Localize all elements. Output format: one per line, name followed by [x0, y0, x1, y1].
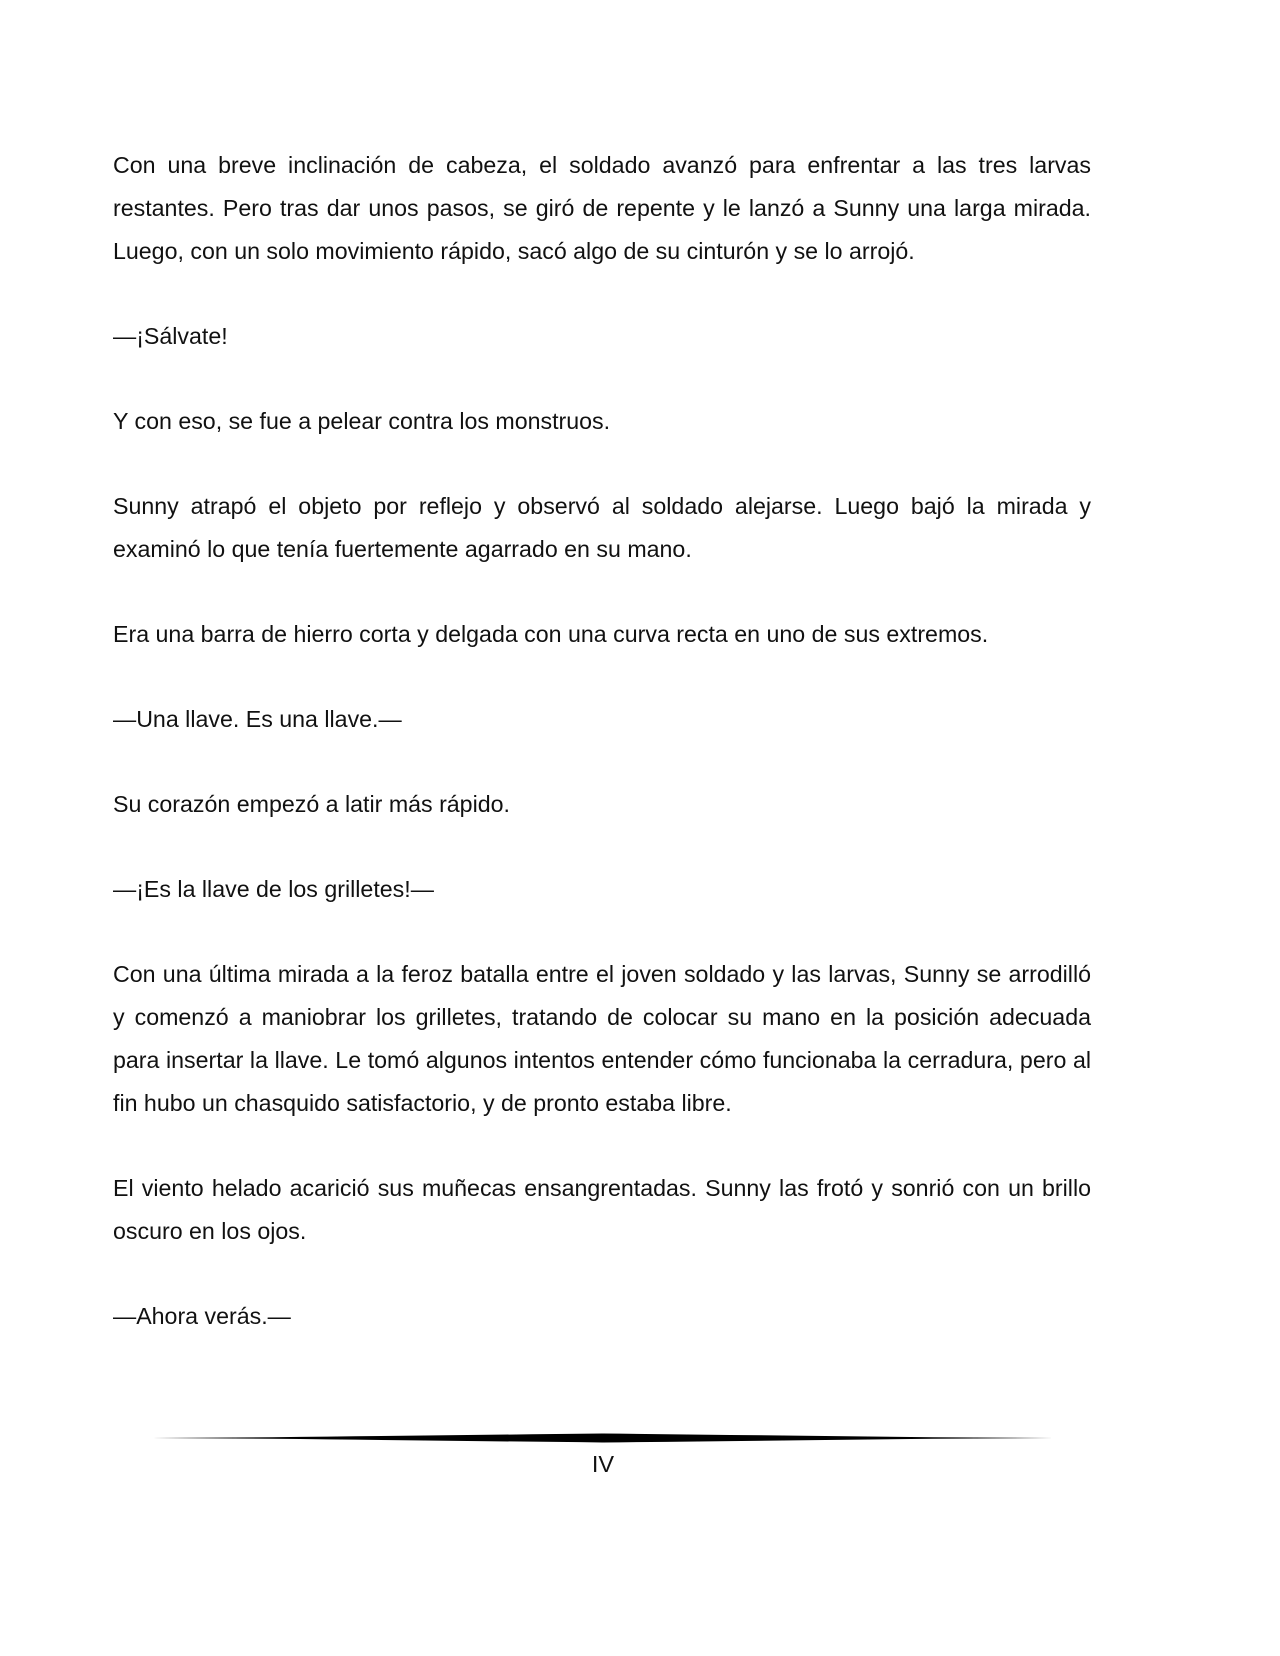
- page-body: [113, 144, 1091, 1380]
- paragraph-4: Sunny atrapó el objeto por reflejo y observó al soldado alejarse. Luego bajó la mirada y examinó lo que tenía fuertemente agarrado en su mano.: [113, 493, 1091, 562]
- paragraph-7: Su corazón empezó a latir más rápido.: [113, 791, 510, 817]
- paragraph-9: Con una última mirada a la feroz batalla entre el joven soldado y las larvas, Sunny se arrodilló y comenzó a maniobrar los grilletes, tratando de colocar su mano en la posición adecuada para insertar la llave. Le tomó algunos intentos entender cómo funcionaba la cerradura, pero al fin hubo un chasquido satisfactorio, y de pronto estaba libre.: [113, 961, 1091, 1116]
- paragraph-11: —Ahora verás.—: [113, 1303, 291, 1329]
- paragraph-6: —Una llave. Es una llave.—: [113, 706, 402, 732]
- paragraph-10: El viento helado acarició sus muñecas ensangrentadas. Sunny las frotó y sonrió con un brillo oscuro en los ojos.: [113, 1175, 1091, 1244]
- paragraph-2: —¡Sálvate!: [113, 323, 228, 349]
- page-number: IV: [591, 1451, 615, 1477]
- paragraph-3: Y con eso, se fue a pelear contra los monstruos.: [113, 408, 611, 434]
- paragraph-1: Con una breve inclinación de cabeza, el soldado avanzó para enfrentar a las tres larvas restantes. Pero tras dar unos pasos, se giró de repente y le lanzó a Sunny una larga mirada. Luego, con un solo movimiento rápido, sacó algo de su cinturón y se lo arrojó.: [113, 152, 1091, 264]
- footer-divider-ornament: [152, 1431, 1053, 1445]
- paragraph-8: —¡Es la llave de los grilletes!—: [113, 876, 434, 902]
- paragraph-5: Era una barra de hierro corta y delgada con una curva recta en uno de sus extremos.: [113, 621, 989, 647]
- divider-swell-shape: [152, 1434, 1053, 1443]
